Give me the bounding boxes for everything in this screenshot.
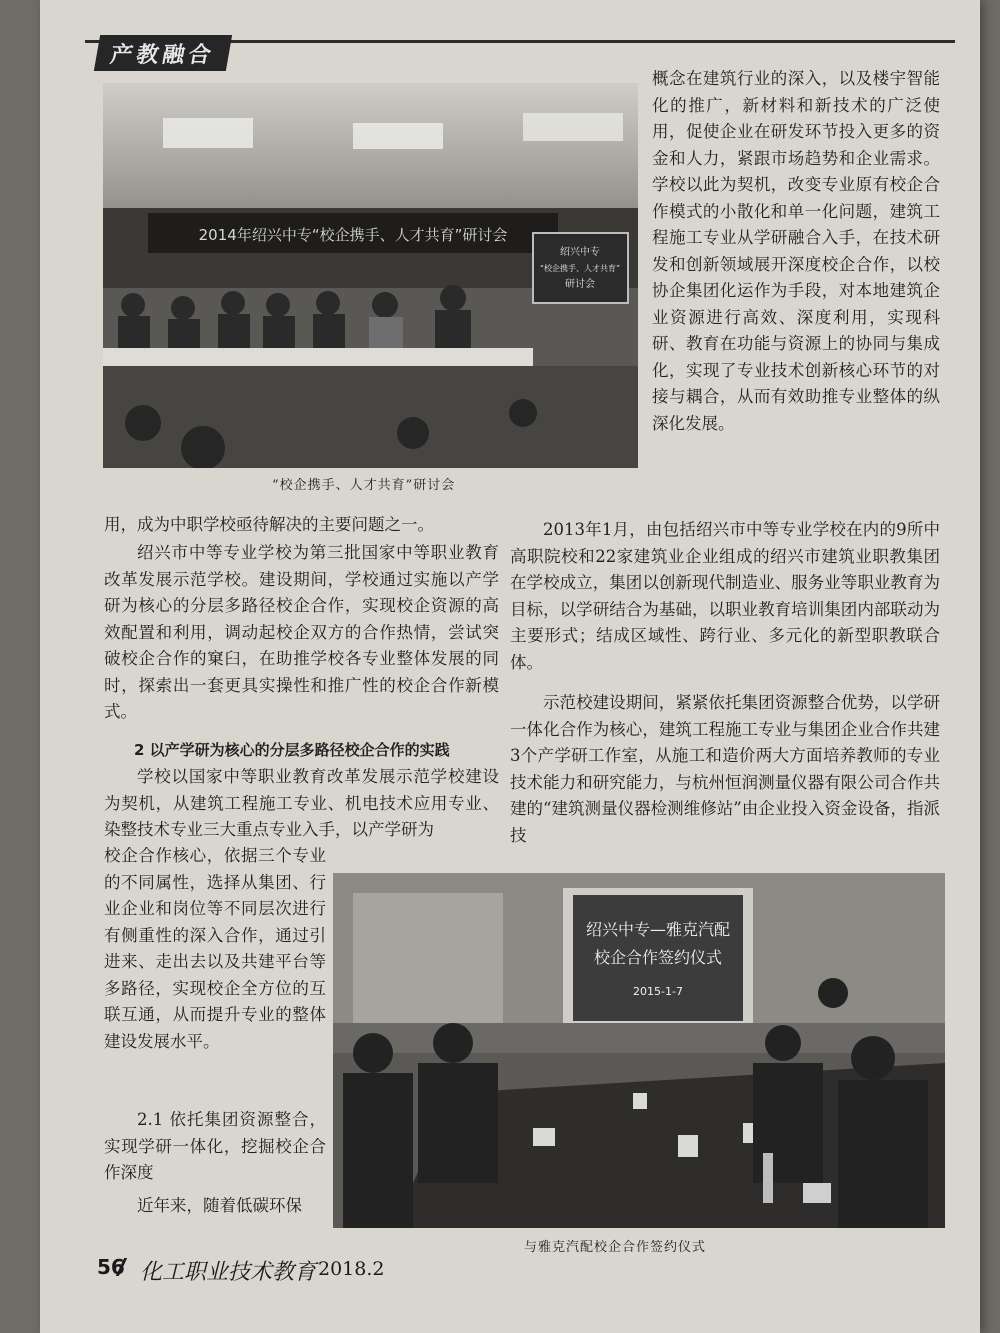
left-paragraph-3: 近年来，随着低碳环保: [137, 1196, 302, 1215]
section-heading-2-1: 2.1 依托集团资源整合，实现学研一体化，挖掘校企合作深度: [104, 1110, 326, 1182]
signing-screen-line2: 校企合作签约仪式: [593, 948, 723, 967]
left-paragraph-0: 用，成为中职学校亟待解决的主要问题之一。: [104, 515, 434, 534]
left-paragraph-2a: 学校以国家中等职业教育改革发展示范学校建设为契机，从建筑工程施工专业、机电技术应用专业、染整技术专业三大重点专业入手，以产学研为: [104, 767, 499, 839]
seminar-screen-line3: 研讨会: [565, 279, 595, 290]
signing-screen-date: 2015-1-7: [633, 985, 683, 998]
seminar-banner-text: 2014年绍兴中专“校企携手、人才共育”研讨会: [198, 226, 508, 244]
journal-issue: 2018.2: [318, 1258, 385, 1280]
right-top-paragraph: 概念在建筑行业的深入，以及楼宇智能化的推广，新材料和新技术的广泛使用，促使企业在研发环节投入更多的资金和人力，紧跟市场趋势和企业需求。学校以此为契机，改变专业原有校企合作模式的小散化和单一化问题，建筑工程施工专业从学研融合入手，在技术研发和创新领域展开深度校企合作，以校协企集团化运作为手段，对本地建筑企业资源进行高效、深度利用，实现科研、教育在功能与资源上的协同与集成化，实现了专业技术创新核心环节的对接与耦合，从而有效助推专业整体的纵深化发展。: [652, 69, 940, 433]
right-paragraph-2: 示范校建设期间，紧紧依托集团资源整合优势，以学研一体化合作为核心，建筑工程施工专业与集团企业合作共建3个产学研工作室，从施工和造价两大方面培养教师的专业技术能力和研究能力，与杭州恒润测量仪器有限公司合作共建的“建筑测量仪器检测维修站”由企业投入资金设备，指派技: [510, 693, 940, 845]
signing-photo-drawing: [333, 873, 945, 1228]
page-number: 56: [97, 1255, 125, 1279]
seminar-photo: [103, 83, 638, 468]
seminar-screen-line1: 绍兴中专: [560, 247, 600, 258]
seminar-photo-caption: “校企携手、人才共育”研讨会: [272, 478, 456, 493]
right-paragraph-1: 2013年1月，由包括绍兴市中等专业学校在内的9所中高职院校和22家建筑业企业组成的绍兴市建筑业职教集团在学校成立，集团以创新现代制造业、服务业等职业教育为目标，以学研结合为基础，以职业教育培训集团内部联动为主要形式；结成区域性、跨行业、多元化的新型职教联合体。: [510, 520, 940, 672]
seminar-screen-line2: “校企携手、人才共育”: [539, 264, 621, 273]
section-heading-2: 2 以产学研为核心的分层多路径校企合作的实践: [134, 741, 450, 759]
left-paragraph-2b: 校企合作核心，依据三个专业的不同属性，选择从集团、行业企业和岗位等不同层次进行有侧重性的深入合作，通过引进来、走出去以及共建平台等多路径，实现校企全方位的互联互通，从而提升专业的整体建设发展水平。: [104, 846, 326, 1051]
signing-ceremony-photo: [333, 873, 945, 1228]
journal-name: 化工职业技术教育: [140, 1260, 317, 1285]
left-paragraph-1: 绍兴市中等专业学校为第三批国家中等职业教育改革发展示范学校。建设期间，学校通过实施以产学研为核心的分层多路径校企合作，实现校企资源的高效配置和利用，调动起校企双方的合作热情，尝试突破校企合作的窠臼，在助推学校各专业整体发展的同时，探索出一套更具实操性和推广性的校企合作新模式。: [104, 543, 499, 721]
signing-photo-caption: 与雅克汽配校企合作签约仪式: [524, 1240, 707, 1255]
section-tag: 产教融合: [94, 35, 232, 71]
seminar-photo-drawing: [103, 83, 638, 468]
signing-screen-line1: 绍兴中专—雅克汽配: [585, 920, 731, 939]
